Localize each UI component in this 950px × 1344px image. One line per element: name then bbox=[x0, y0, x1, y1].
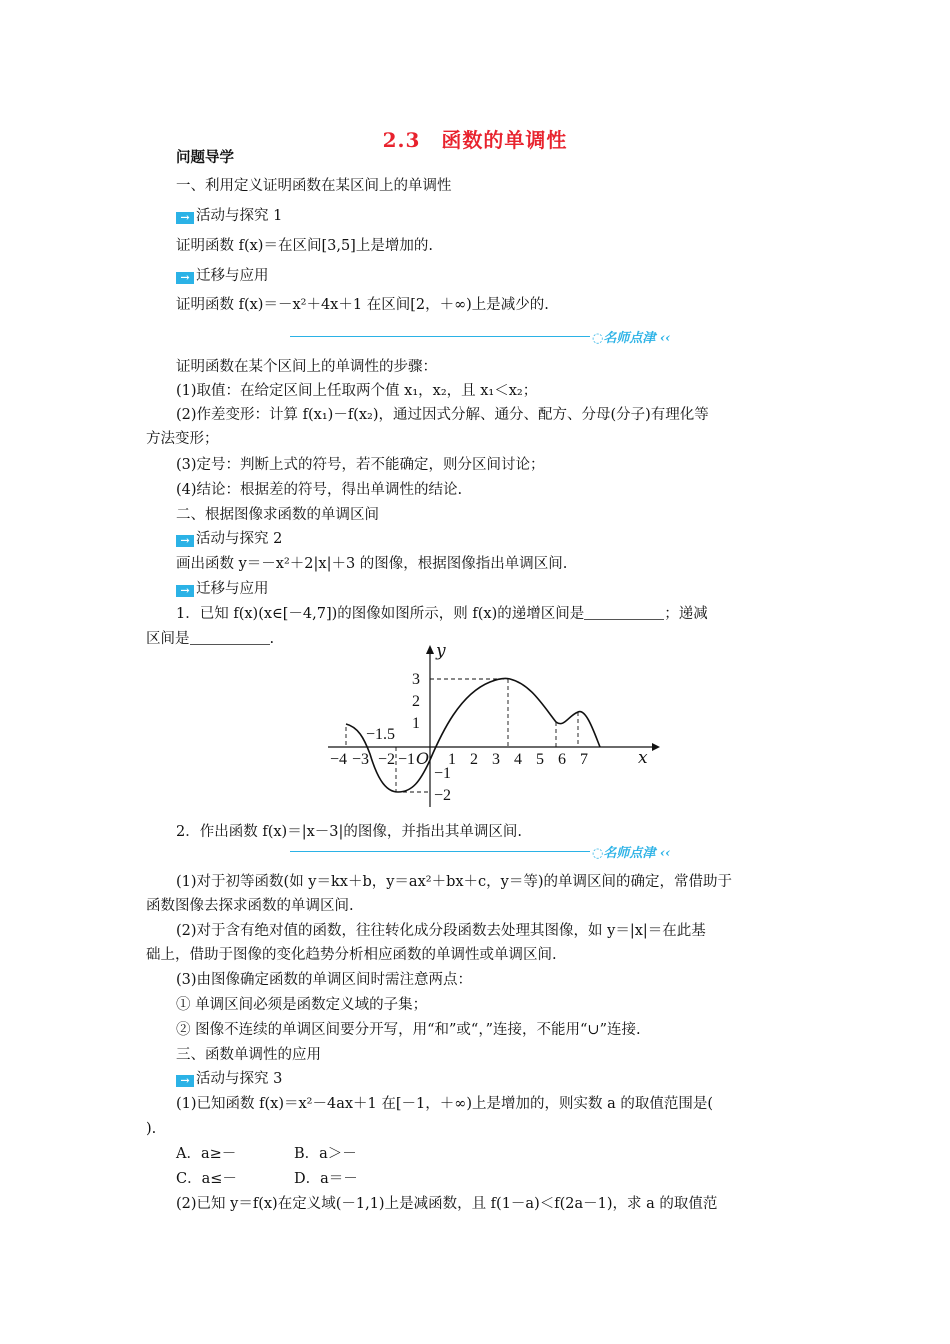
y-axis-arrow bbox=[426, 645, 434, 654]
x-tick-label: 6 bbox=[558, 751, 566, 768]
activity-label-text: 活动与探究 3 bbox=[196, 1071, 283, 1087]
tip2-item-2: (2)对于含有绝对值的函数，往往转化成分段函数去处理其图像，如 y＝|x|＝在此基 bbox=[176, 923, 706, 939]
activity-3-question-1: (1)已知函数 f(x)＝x²－4ax＋1 在[－1，＋∞)上是增加的，则实数 a 的取值范围是( bbox=[176, 1096, 714, 1112]
tip2-item-3a: ① 单调区间必须是函数定义域的子集； bbox=[176, 997, 428, 1013]
option-c[interactable]: C．a≤－ bbox=[176, 1171, 237, 1187]
tip-label: ◌名师点津 ‹‹ bbox=[592, 331, 671, 346]
step-3: (3)定号：判断上式的符号，若不能确定，则分区间讨论； bbox=[176, 457, 545, 473]
tip2-item-2-cont: 础上，借助于图像的变化趋势分析相应函数的单调性或单调区间. bbox=[146, 947, 557, 963]
activity-label-3 bbox=[176, 1069, 816, 1089]
activity-3-question-2: (2)已知 y＝f(x)在定义域(－1,1)上是减函数，且 f(1－a)＜f(2a－1)，求 a 的取值范 bbox=[176, 1196, 718, 1212]
tip-banner-2 bbox=[290, 842, 696, 862]
x-tick-label: 5 bbox=[536, 751, 544, 768]
y-tick-label: −2 bbox=[434, 787, 452, 804]
annotation-label: −1.5 bbox=[366, 726, 396, 743]
activity-label-2 bbox=[176, 529, 816, 549]
x-tick-label: −4 bbox=[330, 751, 348, 768]
question-1: 1．已知 f(x)(x∈[－4,7])的图像如图所示，则 f(x)的递增区间是 ；递减 bbox=[176, 606, 708, 622]
activity-3-question-1-cont: ). bbox=[146, 1121, 157, 1137]
arrow-icon: → bbox=[176, 585, 194, 597]
y-tick-label: 3 bbox=[412, 671, 420, 688]
x-tick-label: −1 bbox=[398, 751, 416, 768]
section-header: 问题导学 bbox=[176, 149, 234, 166]
activity-text-2: 画出函数 y＝－x²＋2|x|＋3 的图像，根据图像指出单调区间. bbox=[176, 556, 568, 572]
tip2-item-1-cont: 函数图像去探求函数的单调区间. bbox=[146, 898, 354, 914]
question-1-cont: 区间是 . bbox=[146, 631, 275, 647]
section-heading-3: 三、函数单调性的应用 bbox=[176, 1047, 321, 1063]
x-axis-label: x bbox=[638, 748, 648, 768]
tip-rule bbox=[290, 336, 590, 337]
options-row-1 bbox=[176, 1144, 816, 1164]
step-1: (1)取值：在给定区间上任取两个值 x₁，x₂，且 x₁＜x₂； bbox=[176, 383, 538, 399]
tip-label: ◌名师点津 ‹‹ bbox=[592, 846, 671, 861]
steps-intro: 证明函数在某个区间上的单调性的步骤： bbox=[176, 359, 437, 375]
x-tick-label: 7 bbox=[580, 751, 588, 768]
x-tick-label: −2 bbox=[378, 751, 396, 768]
tip2-item-3b: ② 图像不连续的单调区间要分开写，用“和”或“，”连接，不能用“∪”连接. bbox=[176, 1022, 641, 1038]
x-tick-label: 4 bbox=[514, 751, 522, 768]
step-4: (4)结论：根据差的符号，得出单调性的结论. bbox=[176, 482, 463, 498]
y-tick-label: 2 bbox=[412, 693, 420, 710]
application-label-text: 迁移与应用 bbox=[196, 581, 269, 597]
tip-rule bbox=[290, 851, 590, 852]
arrow-icon: → bbox=[176, 212, 194, 224]
x-tick-label: 2 bbox=[470, 751, 478, 768]
application-label-2 bbox=[176, 579, 816, 599]
tip-banner-1 bbox=[290, 327, 696, 347]
x-axis-arrow bbox=[652, 743, 660, 751]
section-heading-1: 一、利用定义证明函数在某区间上的单调性 bbox=[176, 178, 452, 194]
options-row-2 bbox=[176, 1169, 816, 1189]
y-tick-label: −1 bbox=[434, 765, 452, 782]
question-2: 2．作出函数 f(x)＝|x－3|的图像，并指出其单调区间. bbox=[176, 824, 522, 840]
section-heading-2: 二、根据图像求函数的单调区间 bbox=[176, 507, 379, 523]
x-tick-label: 1 bbox=[448, 751, 456, 768]
x-tick-label: −3 bbox=[352, 751, 370, 768]
activity-text-1: 证明函数 f(x)＝在区间[3,5]上是增加的. bbox=[176, 238, 433, 254]
function-graph bbox=[320, 642, 660, 810]
y-axis-label: y bbox=[436, 642, 446, 661]
activity-label-text: 活动与探究 1 bbox=[196, 208, 283, 224]
arrow-icon: → bbox=[176, 272, 194, 284]
application-label-text: 迁移与应用 bbox=[196, 268, 269, 284]
tip2-item-1: (1)对于初等函数(如 y＝kx＋b，y＝ax²＋bx＋c，y＝等)的单调区间的确定，常借助于 bbox=[176, 874, 732, 890]
activity-label-1 bbox=[176, 206, 816, 226]
activity-label-text: 活动与探究 2 bbox=[196, 531, 283, 547]
tip2-item-3: (3)由图像确定函数的单调区间时需注意两点： bbox=[176, 972, 473, 988]
arrow-icon: → bbox=[176, 1075, 194, 1087]
option-d[interactable]: D．a＝－ bbox=[294, 1171, 358, 1187]
option-a[interactable]: A．a≥－ bbox=[176, 1146, 237, 1162]
option-b[interactable]: B．a＞－ bbox=[294, 1146, 357, 1162]
arrow-icon: → bbox=[176, 535, 194, 547]
step-2-cont: 方法变形； bbox=[146, 431, 219, 447]
application-label-1 bbox=[176, 266, 816, 286]
origin-label: O bbox=[416, 749, 430, 768]
y-tick-label: 1 bbox=[412, 715, 420, 732]
page-title: 2.3 函数的单调性 bbox=[382, 128, 568, 152]
x-tick-label: 3 bbox=[492, 751, 500, 768]
answer-blank-increasing[interactable] bbox=[584, 605, 664, 620]
step-2: (2)作差变形：计算 f(x₁)－f(x₂)，通过因式分解、通分、配方、分母(分子)有理化等 bbox=[176, 407, 709, 423]
answer-blank-decreasing[interactable] bbox=[190, 630, 270, 645]
application-text-1: 证明函数 f(x)＝－x²＋4x＋1 在区间[2，＋∞)上是减少的. bbox=[176, 297, 549, 313]
